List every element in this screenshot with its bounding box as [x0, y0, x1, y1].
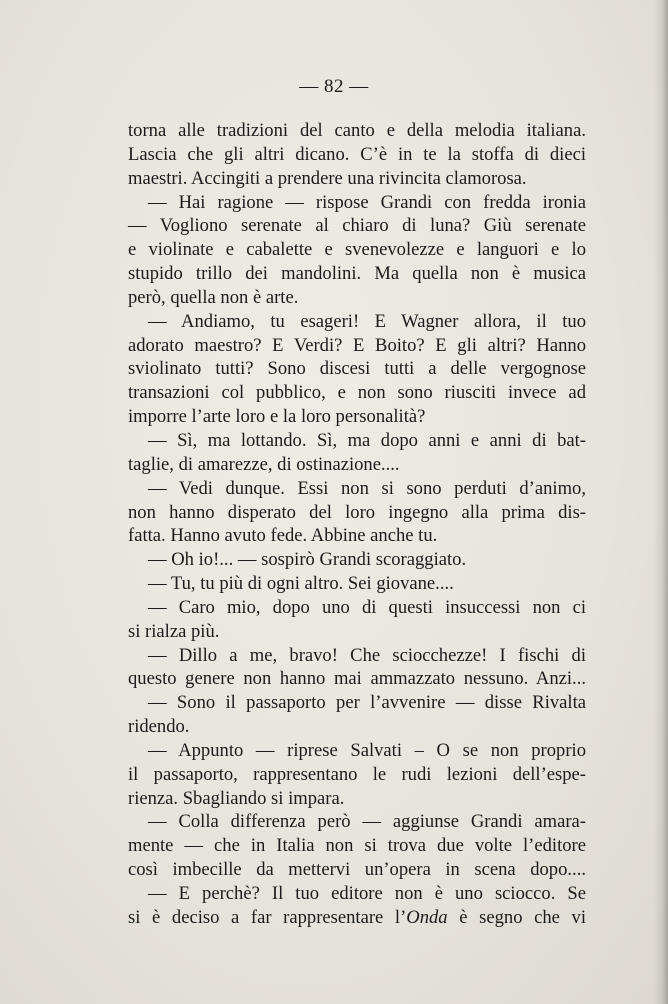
text-line: mente — che in Italia non si trova due volte l’editore	[128, 835, 586, 857]
binding-shadow	[654, 0, 668, 1004]
text-line: adorato maestro? E Verdi? E Boito? E gli altri? Hanno	[128, 334, 586, 356]
text-line: — Appunto — riprese Salvati – O se non proprio	[148, 739, 586, 761]
text-line: così imbecille da mettervi un’opera in scena dopo....	[128, 859, 586, 881]
text-line: questo genere non hanno mai ammazzato nessuno. Anzi...	[128, 668, 586, 690]
text-line: però, quella non è arte.	[128, 286, 299, 308]
body-text	[128, 119, 586, 930]
text-line: fatta. Hanno avuto fede. Abbine anche tu.	[128, 525, 438, 547]
text-line: — Caro mio, dopo uno di questi insuccessi non ci	[148, 596, 586, 618]
text-line: — Vogliono serenate al chiaro di luna? Giù serenate	[128, 215, 586, 237]
text-line: Lascia che gli altri dicano. C’è in te la stoffa di dieci	[128, 143, 586, 165]
text-line: — Tu, tu più di ogni altro. Sei giovane....	[148, 573, 454, 595]
text-line: — Sono il passaporto per l’avvenire — disse Rivalta	[148, 692, 586, 714]
text-line: imporre l’arte loro e la loro personalità?	[128, 406, 426, 428]
text-line: — Sì, ma lottando. Sì, ma dopo anni e anni di bat-	[148, 429, 586, 451]
italic-title: Onda	[406, 906, 448, 928]
text-line: — Colla differenza però — aggiunse Grandi amara-	[148, 811, 586, 833]
text-line: — Dillo a me, bravo! Che sciocchezze! I fischi di	[148, 644, 586, 666]
text-run: si è deciso a far rappresentare l’	[128, 906, 407, 928]
text-line: e violinate e cabalette e svenevolezze e languori e lo	[128, 239, 586, 261]
text-line: taglie, di amarezze, di ostinazione....	[128, 453, 400, 475]
text-line: transazioni col pubblico, e non sono riusciti invece ad	[128, 382, 586, 404]
text-line: ridendo.	[128, 716, 190, 738]
text-line: rienza. Sbagliando si impara.	[128, 787, 345, 809]
text-line: maestri. Accingiti a prendere una rivincita clamorosa.	[128, 167, 527, 189]
text-line: — Oh io!... — sospirò Grandi scoraggiato.	[148, 549, 467, 571]
text-line: si rialza più.	[128, 620, 220, 642]
text-line	[128, 906, 586, 930]
text-line: il passaporto, rappresentano le rudi lezioni dell’espe-	[128, 763, 586, 785]
text-line: sviolinato tutti? Sono discesi tutti a delle vergognose	[128, 358, 586, 380]
text-line: torna alle tradizioni del canto e della melodia italiana.	[128, 120, 586, 141]
text-line: — Hai ragione — rispose Grandi con fredda ironia	[148, 191, 586, 213]
text-line: non hanno disperato del loro ingegno alla prima dis-	[128, 501, 586, 523]
text-line: — Andiamo, tu esageri! E Wagner allora, il tuo	[148, 310, 586, 332]
text-line: — Vedi dunque. Essi non si sono perduti d’animo,	[148, 477, 586, 499]
page-number: — 82 —	[299, 76, 369, 97]
text-line: — E perchè? Il tuo editore non è uno sciocco. Se	[148, 883, 586, 904]
text-line: stupido trillo dei mandolini. Ma quella non è musica	[128, 263, 586, 285]
text-run: è segno che vi	[447, 906, 586, 928]
